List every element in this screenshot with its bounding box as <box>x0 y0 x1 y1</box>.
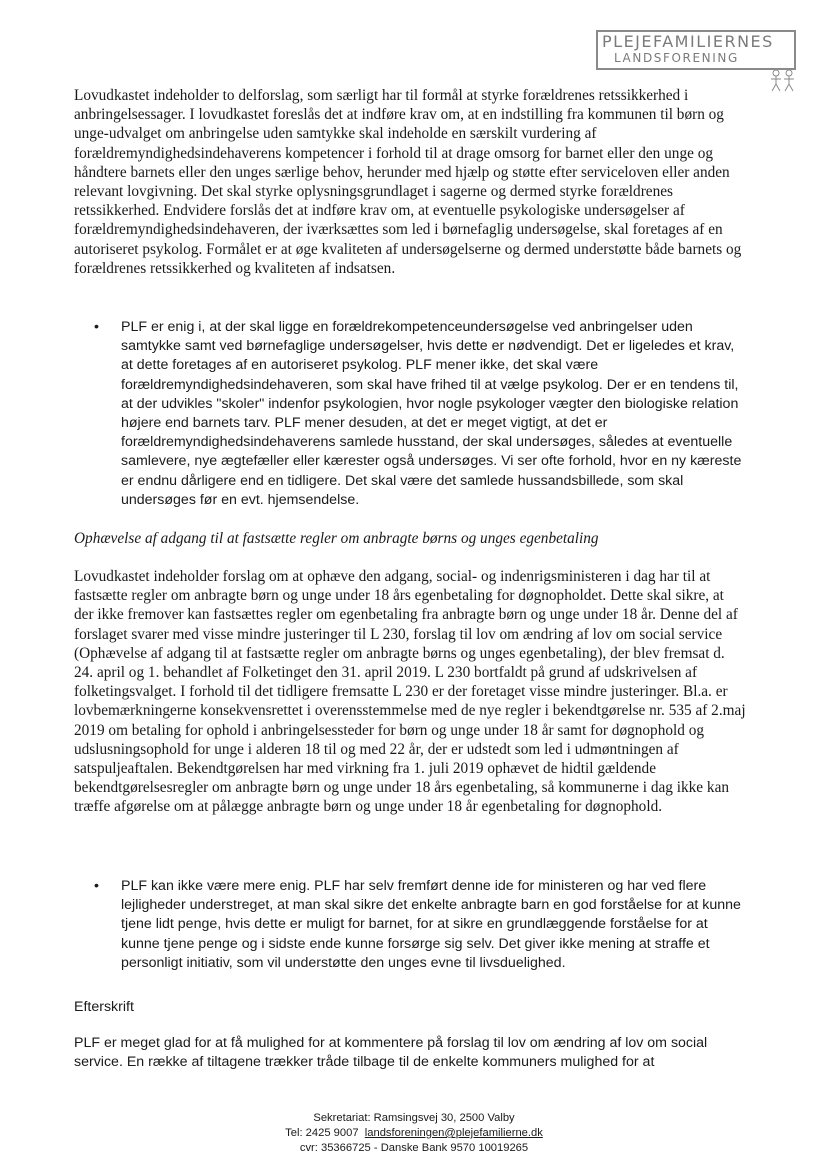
organization-logo <box>596 30 796 76</box>
footer-contact <box>0 1126 828 1141</box>
logo-line-2: LANDSFORENING <box>614 51 739 65</box>
footer-phone: Tel: 2425 9007 <box>285 1127 359 1139</box>
bullet-marker: • <box>94 319 99 335</box>
bullet-marker: • <box>94 878 99 894</box>
efterskrift-paragraph: PLF er meget glad for at få mulighed for at kommentere på forslag til lov om ændring af lov om social service. En række af tiltagene trækker tråde tilbage til de enkelte kommuners mulighed for at <box>74 1035 708 1071</box>
footer-bank: cvr: 35366725 - Danske Bank 9570 10019265 <box>299 1142 529 1154</box>
efterskrift-heading: Efterskrift <box>74 999 134 1015</box>
section-heading: Ophævelse af adgang til at fastsætte regler om anbragte børns og unges egenbetaling <box>74 530 599 547</box>
children-figures-icon <box>768 68 798 94</box>
egenbetaling-paragraph: Lovudkastet indeholder forslag om at ophæve den adgang, social- og indenrigsministeren i dag har til at fastsætte regler om anbragte børn og unge under 18 års egenbetaling for døgnopholdet. Dette skal sikre, at der ikke fremover kan fastsættes regler om egenbetaling fra anbragte børn og unge under 18 år. Denne del af forslaget svarer med visse mindre justeringer til L 230, forslag til lov om ændring af lov om social service (Ophævelse af adgang til at fastsætte regler om anbragte børns og unges egenbetaling), der blev fremsat d. 24. april og 1. behandlet af Folketinget den 31. april 2019. L 230 bortfaldt på grund af udskrivelsen af folketingsvalget. I forhold til det tidligere fremsatte L 230 er der foretaget visse mindre justeringer. Bl.a. er lovbemærkningerne konsekvensrettet i overensstemmelse med de nye regler i bekendtgørelse nr. 535 af 2.maj 2019 om betaling for ophold i anbringelsessteder for børn og unge under 18 år samt for døgnophold og udslusningsophold for unge i alderen 18 til og med 22 år, der er udstedt som led i udmøntningen af satspuljeaftalen. Bekendtgørelsen har med virkning fra 1. juli 2019 ophævet de hidtil gældende bekendtgørelsesregler om anbragte børn og unge under 18 års egenbetaling, så kommunerne i dag ikke kan træffe afgørelse om at pålægge anbragte børn og unge under 18 år egenbetaling for døgnophold. <box>74 568 746 816</box>
intro-paragraph: Lovudkastet indeholder to delforslag, som særligt har til formål at styrke forældrenes retssikkerhed i anbringelsessager. I lovudkastet foreslås det at indføre krav om, at en indstilling fra kommunen til børn og unge-udvalget om anbringelse uden samtykke skal indeholde en særskilt vurdering af forældremyndighedsindehaverens kompetencer i forhold til at drage omsorg for barnet eller den unge og håndtere barnets eller den unges særlige behov, herunder med hjælp og støtte efter serviceloven eller anden relevant lovgivning. Det skal styrke oplysningsgrundlaget i sagerne og dermed styrke forældrenes retssikkerhed. Endvidere forslås det at indføre krav om, at eventuelle psykologiske undersøgelser af forældremyndighedsindehaveren, der iværksættes som led i børnefaglig undersøgelse, skal foretages af en autoriseret psykolog. Formålet er at øge kvaliteten af undersøgelserne og dermed understøtte både barnets og forældrenes retssikkerhed og kvaliteten af indsatsen. <box>74 87 742 277</box>
bullet-text: PLF kan ikke være mere enig. PLF har selv fremført denne ide for ministeren og har ved flere lejligheder understreget, at man skal sikre det enkelte anbragte barn en god forståelse for at kunne tjene lidt penge, hvis dette er muligt for barnet, for at sikre en grundlæggende forståelse for at kunne tjene penge og i sidste ende kunne forsørge sig selv. Det giver ikke mening at straffe et personligt initiativ, som vil understøtte den unges evne til livsduelighed. <box>121 878 741 971</box>
logo-line-1: PLEJEFAMILIERNES <box>602 32 774 51</box>
bullet-text: PLF er enig i, at der skal ligge en forældrekompetenceundersøgelse ved anbringelser uden samtykke samt ved børnefaglige undersøgelser, hvis dette er nødvendigt. Det er ligeledes et krav, at dette foretages af en autoriseret psykolog. PLF mener ikke, det skal være forældremyndighedsindehaveren, som skal have frihed til at vælge psykolog. Der er en tendens til, at der udvikles "skoler" indenfor psykologien, hvor nogle psykologer vægter den biologiske relation højere end barnets tarv. PLF mener desuden, at det er meget vigtigt, at det er forældremyndighedsindehaverens samlede husstand, der skal undersøges, således at eventuelle samlevere, nye ægtefæller eller kærester også undersøges. Vi ser ofte forhold, hvor en ny kæreste er endnu dårligere end en tidligere. Det skal være det samlede hussandsbillede, som skal undersøges før en evt. hjemsendelse. <box>121 319 742 508</box>
footer-email-link[interactable]: landsforeningen@plejefamilierne.dk <box>364 1127 543 1139</box>
footer-address: Sekretariat: Ramsingsvej 30, 2500 Valby <box>313 1112 515 1124</box>
